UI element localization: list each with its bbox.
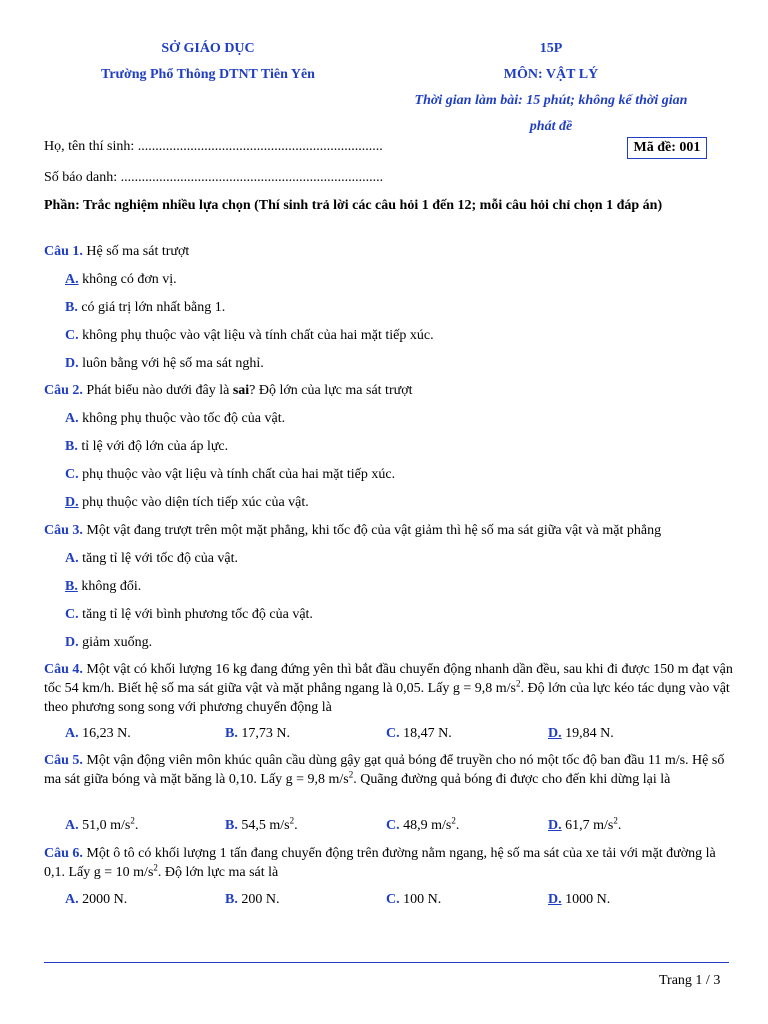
student-id-field: Số báo danh: ........................................................................... (44, 170, 384, 185)
option-1a[interactable]: A. không có đơn vị. (65, 272, 177, 287)
question-number: Câu 1. (44, 244, 83, 259)
footer-divider (44, 962, 729, 963)
option-3d[interactable]: D. giảm xuống. (65, 635, 153, 650)
option-3c[interactable]: C. tăng tỉ lệ với bình phương tốc độ của vật. (65, 607, 313, 622)
department-name: SỞ GIÁO DỤC (161, 41, 255, 56)
option-2d[interactable]: D. phụ thuộc vào diện tích tiếp xúc của vật. (65, 495, 309, 510)
option-6c[interactable]: C. 100 N. (386, 892, 442, 907)
option-6a[interactable]: A. 2000 N. (65, 892, 128, 907)
option-5d[interactable]: D. 61,7 $m/s^2$. (548, 815, 622, 833)
exam-id-box: Mã đề: 001 (627, 137, 707, 159)
option-6d[interactable]: D. 1000 N. (548, 892, 611, 907)
option-4d[interactable]: D. 19,84 N. (548, 726, 614, 741)
question-number: Câu 2. (44, 383, 83, 398)
question-1 (44, 242, 734, 261)
question-5: Câu 5. Một vận động viên môn khúc quân cầu dùng gậy gạt quả bóng để truyền cho nó một tốc độ ban đầu 11 m/s. Hệ số ma sát giữa bóng và mặt băng là 0,10. Lấy g = 9,8 $m/s^2$. Quãng đường quả bóng đi được cho đến khi dừng lại là (44, 753, 725, 787)
question-2: Câu 2. Phát biểu nào dưới đây là sai? Độ lớn của lực ma sát trượt (44, 383, 413, 398)
exam-time-line1: Thời gian làm bài: 15 phút; không kể thời gian (414, 93, 688, 108)
option-2c[interactable]: C. phụ thuộc vào vật liệu và tính chất của hai mặt tiếp xúc. (65, 467, 396, 482)
option-5a[interactable]: A. 51,0 $m/s^2$. (65, 815, 139, 833)
page-number: Trang 1 / 3 (659, 973, 721, 988)
header-left (88, 36, 328, 88)
question-text: Hệ số ma sát trượt (86, 244, 190, 259)
option-2a[interactable]: A. không phụ thuộc vào tốc độ của vật. (65, 411, 286, 426)
exam-time-line2: phát đề (529, 119, 573, 134)
option-4b[interactable]: B. 17,73 N. (225, 726, 290, 741)
question-4: Câu 4. Một vật có khối lượng 16 kg đang đứng yên thì bắt đầu chuyển động nhanh dần đều, sau khi đi được 150 m đạt vận tốc 54 km/h. Biết hệ số ma sát giữa vật và mặt phẳng ngang là 0,05. Lấy g = 9,8 $m/s^2$. Độ lớn của lực kéo tác dụng vào vật theo phương song song với phương chuyển động là (44, 662, 733, 715)
question-text: Một vật đang trượt trên một mặt phẳng, khi tốc độ của vật giảm thì hệ số ma sát giữa vật và mặt phẳng (86, 523, 662, 538)
option-1d[interactable]: D. luôn bằng với hệ số ma sát nghỉ. (65, 356, 264, 371)
option-5c[interactable]: C. 48,9 $m/s^2$. (386, 815, 460, 833)
question-3 (44, 521, 734, 540)
header-right (390, 36, 712, 140)
question-number: Câu 3. (44, 523, 83, 538)
option-4c[interactable]: C. 18,47 N. (386, 726, 452, 741)
section-title: Phần: Trắc nghiệm nhiều lựa chọn (Thí sinh trả lời các câu hỏi 1 đến 12; mỗi câu hỏi chỉ chọn 1 đáp án) (44, 198, 663, 213)
student-name-field: Họ, tên thí sinh: ...................................................................... (44, 139, 383, 154)
option-1b[interactable]: B. có giá trị lớn nhất bằng 1. (65, 300, 226, 315)
school-name: Trường Phổ Thông DTNT Tiên Yên (101, 67, 315, 82)
option-3a[interactable]: A. tăng tỉ lệ với tốc độ của vật. (65, 551, 239, 566)
option-3b[interactable]: B. không đổi. (65, 579, 142, 594)
question-number: Câu 5. (44, 753, 83, 768)
question-number: Câu 4. (44, 662, 83, 677)
exam-code: 15P (539, 41, 563, 56)
question-6: Câu 6. Một ô tô có khối lượng 1 tấn đang chuyển động trên đường nằm ngang, hệ số ma sát của xe tải với mặt đường là 0,1. Lấy g = 10 $m/s^2$. Độ lớn lực ma sát là (44, 846, 716, 880)
option-6b[interactable]: B. 200 N. (225, 892, 280, 907)
option-2b[interactable]: B. tỉ lệ với độ lớn của áp lực. (65, 439, 229, 454)
question-number: Câu 6. (44, 846, 83, 861)
option-1c[interactable]: C. không phụ thuộc vào vật liệu và tính chất của hai mặt tiếp xúc. (65, 328, 434, 343)
exam-subject: MÔN: VẬT LÝ (503, 67, 599, 82)
option-4a[interactable]: A. 16,23 N. (65, 726, 131, 741)
option-5b[interactable]: B. 54,5 $m/s^2$. (225, 815, 298, 833)
